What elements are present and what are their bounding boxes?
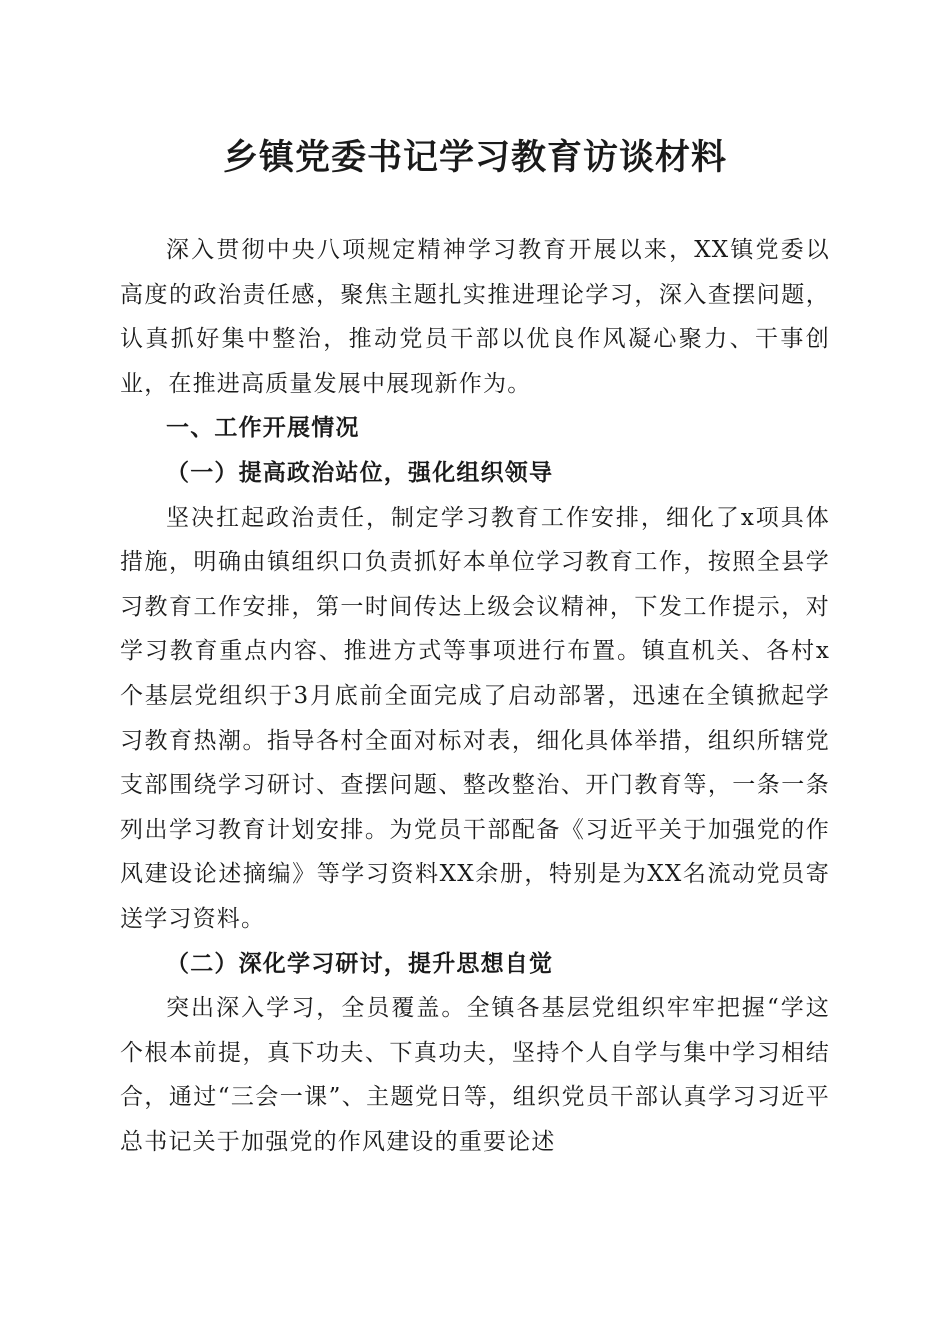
document-body (120, 228, 830, 1164)
document-title: 乡镇党委书记学习教育访谈材料 (222, 137, 727, 178)
subsection-heading-political-stance: （一）提高政治站位，强化组织领导 (166, 458, 554, 486)
section-heading-work-progress: 一、工作开展情况 (166, 414, 360, 442)
intro-paragraph: 深入贯彻中央八项规定精神学习教育开展以来，XX镇党委以高度的政治责任感，聚焦主题扎实推进理论学习，深入查摆问题，认真抓好集中整治，推动党员干部以优良作风凝心聚力、干事创业，在推进高质量发展中展现新作为。 (120, 237, 830, 397)
subsection-paragraph-study-discussion: 突出深入学习，全员覆盖。全镇各基层党组织牢牢把握“学这个根本前提，真下功夫、下真功夫，坚持个人自学与集中学习相结合，通过“三会一课”、主题党日等，组织党员干部认真学习习近平总书记关于加强党的作风建设的重要论述 (120, 995, 830, 1155)
subsection-paragraph-political-stance: 坚决扛起政治责任，制定学习教育工作安排，细化了x项具体措施，明确由镇组织口负责抓好本单位学习教育工作，按照全县学习教育工作安排，第一时间传达上级会议精神，下发工作提示，对学习教育重点内容、推进方式等事项进行布置。镇直机关、各村x个基层党组织于3月底前全面完成了启动部署，迅速在全镇掀起学习教育热潮。指导各村全面对标对表，细化具体举措，组织所辖党支部围绕学习研讨、查摆问题、整改整治、开门教育等，一条一条列出学习教育计划安排。为党员干部配备《习近平关于加强党的作风建设论述摘编》等学习资料XX余册，特别是为XX名流动党员寄送学习资料。 (120, 504, 830, 932)
subsection-heading-study-discussion: （二）深化学习研讨，提升思想自觉 (166, 949, 554, 977)
